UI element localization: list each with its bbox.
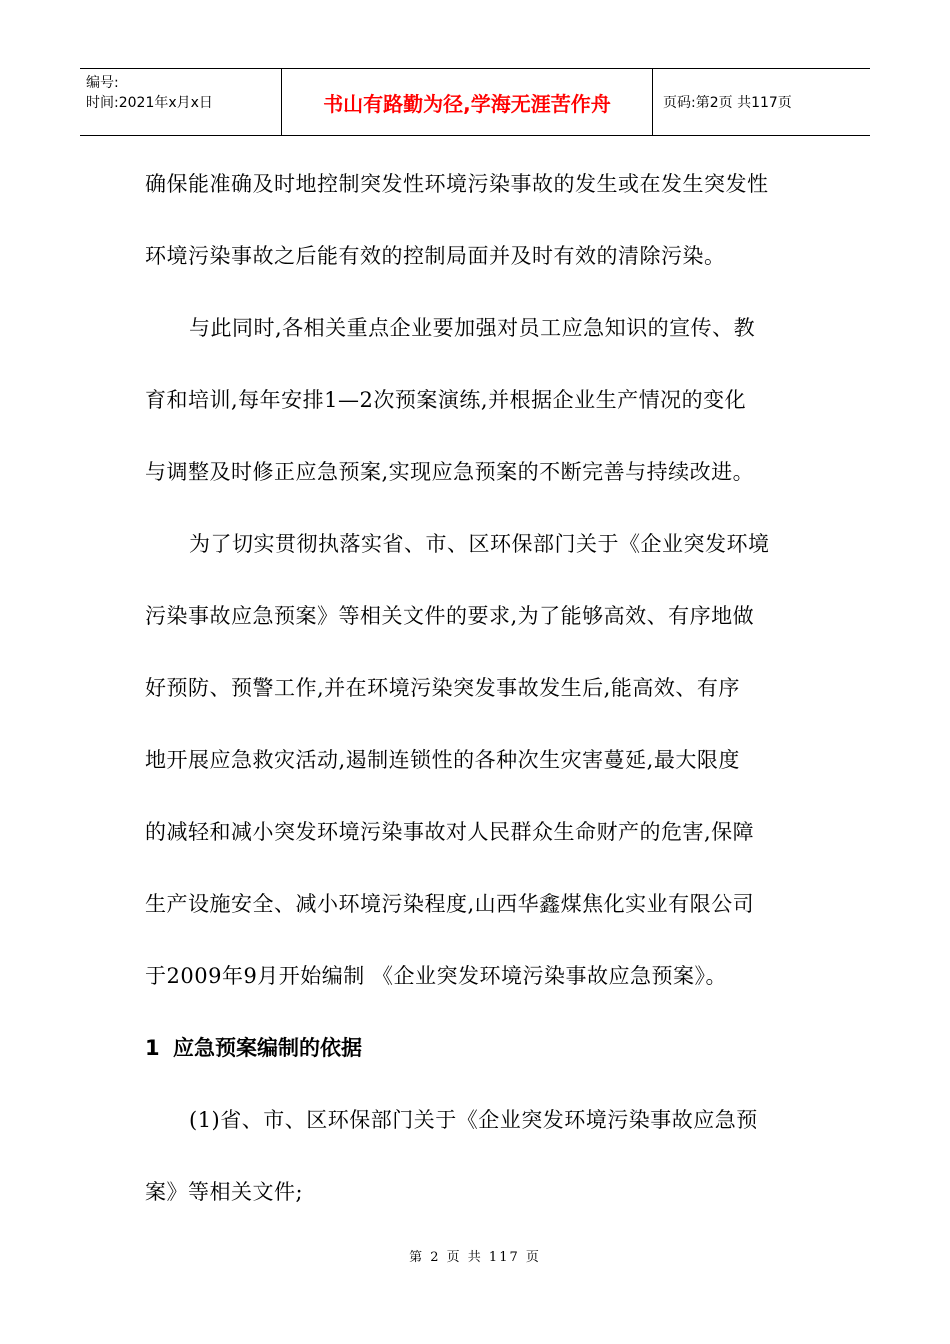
- section-title: 应急预案编制的依据: [173, 1036, 362, 1060]
- text-line: 环境污染事故之后能有效的控制局面并及时有效的清除污染。: [145, 244, 726, 268]
- text-line: 地开展应急救灾活动,遏制连锁性的各种次生灾害蔓延,最大限度: [145, 748, 740, 772]
- text-line: 污染事故应急预案》等相关文件的要求,为了能够高效、有序地做: [145, 604, 755, 628]
- section-number: 1: [145, 1036, 160, 1060]
- text-line: 育和培训,每年安排1—2次预案演练,并根据企业生产情况的变化: [145, 388, 747, 412]
- section-heading: [145, 1026, 810, 1098]
- text-line: 确保能准确及时地控制突发性环境污染事故的发生或在发生突发性: [145, 172, 769, 196]
- text-line: 与此同时,各相关重点企业要加强对员工应急知识的宣传、教: [189, 316, 756, 340]
- text-line: 的减轻和减小突发环境污染事故对人民群众生命财产的危害,保障: [145, 820, 755, 844]
- header-page-info: 页码:第2页 共117页: [663, 95, 792, 111]
- text-line: 生产设施安全、减小环境污染程度,山西华鑫煤焦化实业有限公司: [145, 892, 755, 916]
- document-body: [145, 162, 810, 1242]
- text-line: 与调整及时修正应急预案,实现应急预案的不断完善与持续改进。: [145, 460, 755, 484]
- text-line: 为了切实贯彻执落实省、市、区环保部门关于《企业突发环境: [189, 532, 770, 556]
- page-header: [80, 68, 870, 136]
- header-motto: 书山有路勤为径,学海无涯苦作舟: [282, 69, 653, 135]
- page-footer: 第 2 页 共 117 页: [409, 1250, 541, 1265]
- date-label: 时间:2021年x月x日: [86, 95, 213, 111]
- code-label: 编号:: [86, 75, 119, 91]
- text-line: (1)省、市、区环保部门关于《企业突发环境污染事故应急预: [189, 1108, 758, 1132]
- text-line: 好预防、预警工作,并在环境污染突发事故发生后,能高效、有序: [145, 676, 740, 700]
- text-line: 案》等相关文件;: [145, 1180, 304, 1204]
- header-meta: [80, 69, 282, 135]
- text-line: 于2009年9月开始编制 《企业突发环境污染事故应急预案》。: [145, 964, 727, 988]
